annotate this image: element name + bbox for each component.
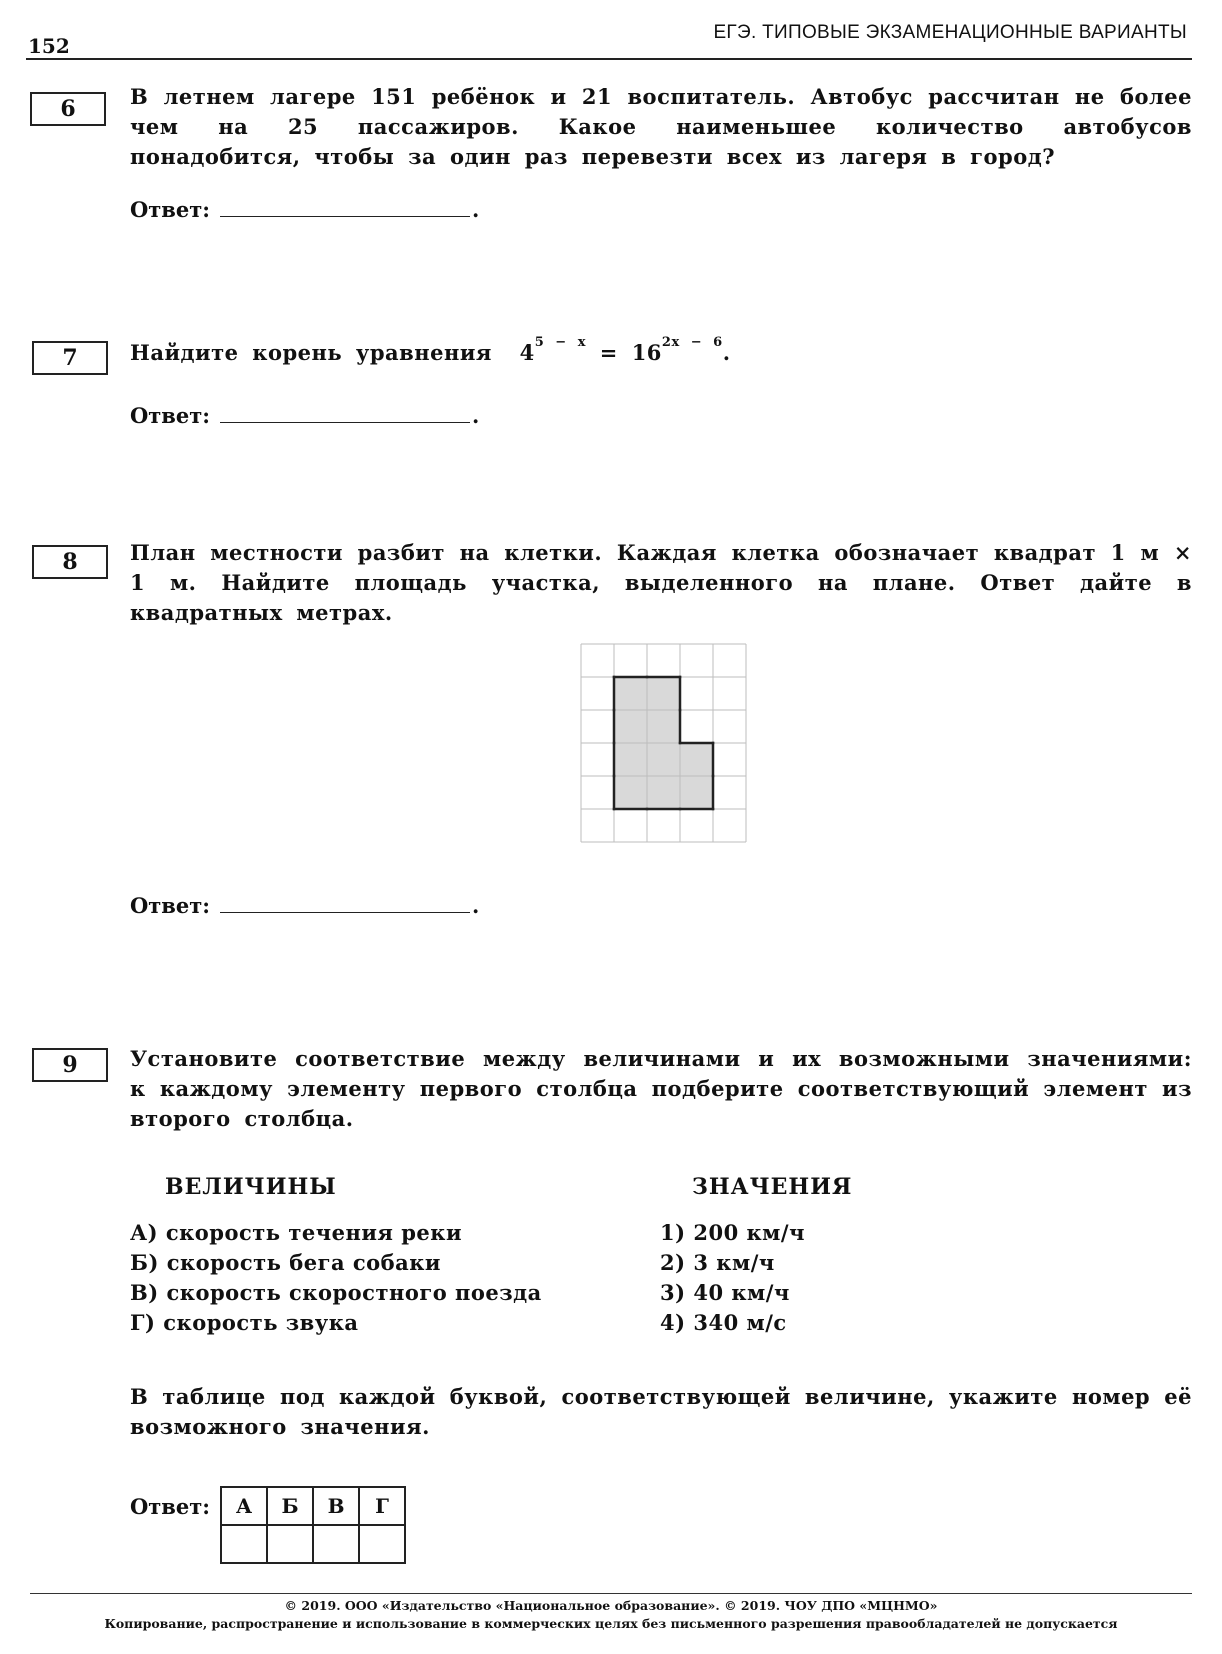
highlighted-cell — [614, 677, 647, 710]
task-7-text: Найдите корень уравнения $4^{5 - x} = 16^{2x - 6}$. — [130, 335, 731, 365]
answer-label: Ответ: — [130, 893, 211, 918]
highlighted-cell — [647, 677, 680, 710]
answer-label: Ответ: — [130, 403, 211, 428]
footer-notice: Копирование, распространение и использование в коммерческих целях без письменного разрешения правообладателей не допускается — [104, 1616, 1118, 1631]
task-6-answer-field[interactable] — [220, 196, 470, 217]
highlighted-cell — [614, 710, 647, 743]
task-7-prompt: Найдите корень уравнения — [130, 340, 492, 365]
task-6-number-box — [30, 92, 106, 126]
value-item: 1) 200 км/ч — [660, 1220, 805, 1245]
equation-exponent-1: 5 − x — [534, 335, 586, 350]
page-number: 152 — [28, 34, 70, 58]
highlighted-cell — [614, 743, 647, 776]
task-7-answer: Ответ: . — [130, 403, 480, 428]
quantity-item: Г) скорость звука — [130, 1310, 359, 1335]
quantities-list — [130, 1218, 542, 1338]
task-6-number: 6 — [60, 96, 76, 122]
equation-base-2: 16 — [631, 340, 662, 365]
footer-divider — [30, 1593, 1192, 1594]
task-9-number: 9 — [62, 1052, 78, 1078]
answer-label: Ответ: — [130, 1493, 211, 1519]
equation-equals: = — [599, 340, 618, 365]
header-title: ЕГЭ. ТИПОВЫЕ ЭКЗАМЕНАЦИОННЫЕ ВАРИАНТЫ — [713, 22, 1187, 43]
task-6-answer: Ответ: . — [130, 197, 480, 222]
highlighted-cell — [680, 743, 713, 776]
quantity-item: А) скорость течения реки — [130, 1220, 463, 1245]
task-8-number-box — [32, 545, 108, 579]
task-8-text: План местности разбит на клетки. Каждая клетка обозначает квадрат 1 м × 1 м. Найдите площадь участка, выделенного на плане. Ответ дайте в квадратных метрах. — [130, 540, 1192, 625]
plan-grid-figure — [580, 643, 748, 843]
task-8-answer: Ответ: . — [130, 893, 480, 918]
task-9-text: Установите соответствие между величинами и их возможными значениями: к каждому элементу первого столбца подберите соответствующий элемент из второго столбца. — [130, 1046, 1192, 1131]
task-7-number: 7 — [62, 345, 78, 371]
answer-label: Ответ: — [130, 197, 211, 222]
answer-cell-v[interactable] — [313, 1525, 359, 1563]
answer-cell-a[interactable] — [221, 1525, 267, 1563]
answer-table — [220, 1486, 406, 1564]
values-list — [660, 1218, 805, 1338]
answer-table-letter: Б — [267, 1487, 313, 1525]
answer-cell-b[interactable] — [267, 1525, 313, 1563]
quantities-heading: ВЕЛИЧИНЫ — [165, 1174, 337, 1200]
task-6-text: В летнем лагере 151 ребёнок и 21 воспитатель. Автобус рассчитан не более чем на 25 пассажиров. Какое наименьшее количество автобусов понадобится, чтобы за один раз перевезти всех из лагеря в город? — [130, 84, 1192, 169]
highlighted-cell — [680, 776, 713, 809]
task-7-number-box — [32, 341, 108, 375]
equation-base-1: 4 — [519, 340, 535, 365]
highlighted-cell — [614, 776, 647, 809]
answer-cell-g[interactable] — [359, 1525, 405, 1563]
answer-table-letter: А — [221, 1487, 267, 1525]
value-item: 4) 340 м/с — [660, 1310, 787, 1335]
task-9-number-box — [32, 1048, 108, 1082]
highlighted-cell — [647, 776, 680, 809]
task-9-instruction: В таблице под каждой буквой, соответствующей величине, укажите номер её возможного значения. — [130, 1384, 1192, 1439]
value-item: 2) 3 км/ч — [660, 1250, 775, 1275]
task-8-number: 8 — [62, 549, 78, 575]
highlighted-cell — [647, 710, 680, 743]
equation-exponent-2: 2x − 6 — [661, 335, 723, 350]
footer-copyright: © 2019. ООО «Издательство «Национальное образование». © 2019. ЧОУ ДПО «МЦНМО» — [284, 1598, 938, 1613]
quantity-item: В) скорость скоростного поезда — [130, 1280, 542, 1305]
task-7-answer-field[interactable] — [220, 402, 470, 423]
answer-table-letter: В — [313, 1487, 359, 1525]
value-item: 3) 40 км/ч — [660, 1280, 790, 1305]
answer-table-letter: Г — [359, 1487, 405, 1525]
highlighted-cell — [647, 743, 680, 776]
task-9-answer — [130, 1486, 406, 1564]
quantity-item: Б) скорость бега собаки — [130, 1250, 442, 1275]
values-heading: ЗНАЧЕНИЯ — [692, 1174, 853, 1200]
task-8-answer-field[interactable] — [220, 892, 470, 913]
header-divider — [26, 58, 1192, 60]
